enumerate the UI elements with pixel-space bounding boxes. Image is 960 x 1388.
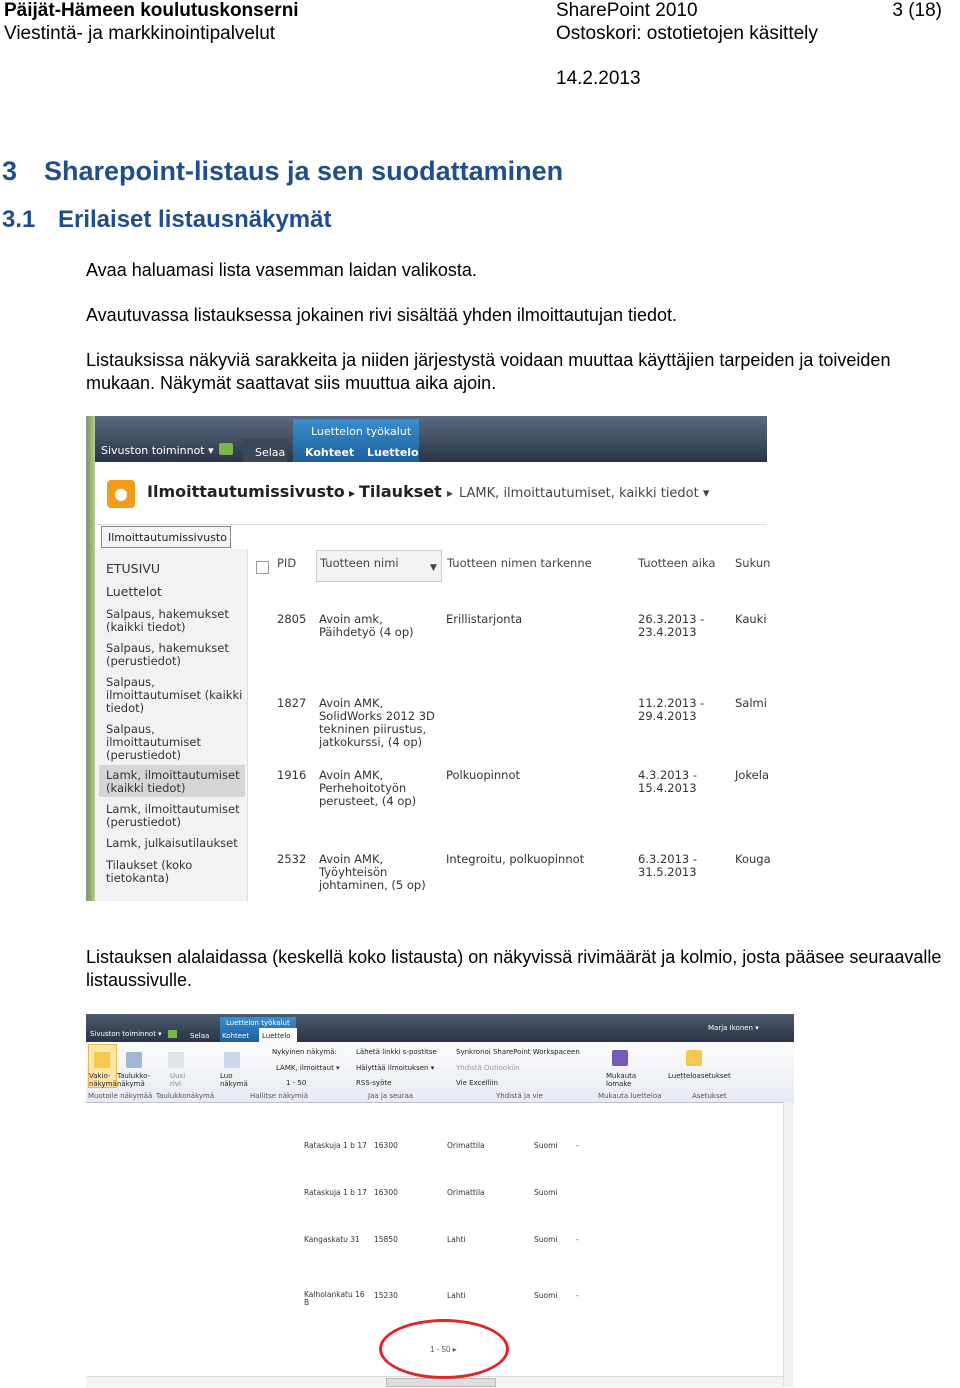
tab-items[interactable]: Kohteet (222, 1032, 250, 1040)
new-row-icon[interactable] (168, 1052, 184, 1068)
cell-pid: 1827 (277, 696, 307, 710)
document-date: 14.2.2013 (556, 68, 641, 89)
cell-city: Lahti (447, 1291, 466, 1300)
site-actions-menu[interactable]: Sivuston toiminnot ▾ (101, 444, 214, 457)
organization-name: Päijät-Hämeen koulutuskonserni (4, 0, 299, 21)
vertical-scrollbar[interactable] (783, 1102, 793, 1387)
list-settings-button[interactable]: Luetteloasetukset (668, 1072, 731, 1080)
navigate-up-icon[interactable] (219, 443, 233, 455)
cell-city: Orimattila (447, 1188, 485, 1197)
cell-name[interactable]: Avoin AMK, Perhehoitotyön perusteet, (4 op) (319, 768, 417, 808)
cell-city: Lahti (447, 1235, 466, 1244)
cell-surname: Salmi (735, 696, 767, 710)
paragraph-3: Listauksissa näkyviä sarakkeita ja niiden järjestystä voidaan muuttaa käyttäjien tarpeiden ja toiveiden mukaan. Näkymät saattavat siis muuttua aika ajoin. (86, 350, 891, 393)
nav-item-lists[interactable]: Luettelot (106, 584, 162, 599)
navigate-up-icon[interactable] (168, 1030, 177, 1038)
page-range: 1 - 50 (286, 1079, 307, 1087)
current-view-label: Nykyinen näkymä: (272, 1048, 337, 1056)
cell-dash: - (576, 1141, 579, 1150)
email-link-button[interactable]: Lähetä linkki s-postitse (356, 1048, 437, 1056)
cell-surname: Jokela (735, 768, 769, 782)
alert-me-button[interactable]: Hälyttää ilmoituksen ▾ (356, 1064, 435, 1072)
site-logo-icon: ● (107, 480, 135, 508)
cell-zip: 16300 (374, 1188, 398, 1197)
highlight-ellipse (379, 1319, 509, 1379)
section-title: Sharepoint-listaus ja sen suodattaminen (44, 156, 564, 186)
user-menu[interactable]: Marja Ikonen ▾ (708, 1024, 759, 1032)
cell-name[interactable]: Avoin amk, Päihdetyö (4 op) (319, 612, 414, 639)
export-excel-button[interactable]: Vie Excelliin (456, 1079, 498, 1087)
select-all-checkbox[interactable] (256, 561, 269, 574)
customize-form-icon[interactable] (612, 1050, 628, 1066)
create-view-icon[interactable] (224, 1052, 240, 1068)
column-header-surname[interactable]: Sukun (735, 556, 771, 570)
ribbon-group-label: Mukauta luetteloa (598, 1092, 662, 1100)
cell-pid: 2805 (277, 612, 307, 626)
paragraph-1: Avaa haluamasi lista vasemman laidan valikosta. (86, 260, 477, 280)
nav-item[interactable]: Lamk, ilmoittautumiset (perustiedot) (106, 802, 240, 829)
sync-workspace-button[interactable]: Synkronoi SharePoint Workspaceen (456, 1048, 580, 1056)
cell-country: Suomi (534, 1188, 558, 1197)
ribbon-group-label: Jaa ja seuraa (368, 1092, 414, 1100)
nav-item-home[interactable]: ETUSIVU (106, 561, 161, 576)
customize-form-button[interactable]: Mukauta lomake (606, 1072, 637, 1088)
nav-item[interactable]: Salpaus, ilmoittautumiset (perustiedot) (106, 722, 201, 762)
rss-feed-button[interactable]: RSS-syöte (356, 1079, 392, 1087)
cell-zip: 15850 (374, 1235, 398, 1244)
chevron-down-icon[interactable]: ▼ (430, 563, 437, 573)
breadcrumb-separator-icon: ▸ (447, 486, 454, 500)
connect-outlook-button[interactable]: Yhdistä Outlookiin (456, 1064, 520, 1072)
tab-items[interactable]: Kohteet (305, 446, 355, 459)
ribbon-group-label: Hallitse näkymiä (250, 1092, 309, 1100)
cell-surname: Kouga (735, 852, 771, 866)
current-view-select[interactable]: LAMK, ilmoittaut ▾ (276, 1064, 340, 1072)
department-name: Viestintä- ja markkinointipalvelut (4, 23, 276, 44)
cell-spec: Polkuopinnot (446, 768, 521, 782)
left-edge-bar (87, 416, 95, 901)
view-selector[interactable]: LAMK, ilmoittautumiset, kaikki tiedot ▾ (459, 486, 710, 501)
datasheet-view-button[interactable]: Taulukko- näkymä (117, 1072, 151, 1088)
product-name: SharePoint 2010 (556, 0, 698, 21)
ribbon-group-label: Muotoile näkymää (88, 1092, 153, 1100)
breadcrumb-separator-icon: ▸ (349, 486, 356, 500)
cell-dash: - (576, 1235, 579, 1244)
cell-address: Kangaskatu 31 (304, 1235, 360, 1244)
nav-item[interactable]: Salpaus, ilmoittautumiset (kaikki tiedot) (106, 675, 243, 715)
paragraph-2: Avautuvassa listauksessa jokainen rivi sisältää yhden ilmoittautujan tiedot. (86, 305, 677, 325)
tab-browse[interactable]: Selaa (190, 1032, 210, 1040)
site-nav-tab[interactable]: Ilmoittautumissivusto (101, 526, 231, 548)
datasheet-view-icon[interactable] (126, 1052, 142, 1068)
standard-view-button[interactable]: Vakio- näkymä (89, 1072, 117, 1088)
page-number: 3 (18) (892, 0, 942, 21)
cell-address: Rataskuja 1 b 17 (304, 1188, 367, 1197)
cell-name[interactable]: Avoin AMK, SolidWorks 2012 3D tekninen piirustus, jatkokurssi, (4 op) (319, 696, 435, 749)
document-title: Ostoskori: ostotietojen käsittely (556, 23, 818, 44)
cell-pid: 2532 (277, 852, 307, 866)
cell-spec: Integroitu, polkuopinnot (446, 852, 585, 866)
create-view-button[interactable]: Luo näkymä (220, 1072, 248, 1088)
cell-name[interactable]: Avoin AMK, Työyhteisön johtaminen, (5 op) (319, 852, 426, 892)
standard-view-icon[interactable] (94, 1052, 110, 1068)
screenshot-list-view (86, 416, 771, 901)
breadcrumb-site[interactable]: Ilmoittautumissivusto (147, 482, 345, 501)
nav-item[interactable]: Lamk, julkaisutilaukset (106, 836, 238, 850)
cell-address: Rataskuja 1 b 17 (304, 1141, 367, 1150)
cell-time: 26.3.2013 - 23.4.2013 (638, 612, 705, 639)
column-header-pid[interactable]: PID (277, 556, 297, 570)
ribbon-group-label: Taulukkonäkymä (156, 1092, 215, 1100)
column-header-time[interactable]: Tuotteen aika (638, 556, 716, 570)
cell-pid: 1916 (277, 768, 307, 782)
cell-spec: Erillistarjonta (446, 612, 523, 626)
section-number: 3 (2, 156, 18, 186)
pager-next-page[interactable]: 1 - 50 ▸ (430, 1345, 457, 1354)
breadcrumb-list[interactable]: Tilaukset (359, 482, 442, 501)
cell-address: Kalholankatu 16 B (304, 1290, 365, 1307)
cell-time: 6.3.2013 - 31.5.2013 (638, 852, 698, 879)
nav-item[interactable]: Tilaukset (koko tietokanta) (106, 858, 193, 885)
tab-browse[interactable]: Selaa (255, 446, 286, 459)
section-heading (2, 156, 563, 187)
subsection-title: Erilaiset listausnäkymät (58, 206, 332, 233)
ribbon-group-label: Yhdistä ja vie (496, 1092, 543, 1100)
paragraph-4: Listauksen alalaidassa (keskellä koko listausta) on näkyvissä rivimäärät ja kolmio, josta pääsee seuraavalle listaussivulle. (86, 947, 942, 990)
context-group-label: Luettelon työkalut (311, 425, 412, 438)
cell-zip: 15230 (374, 1291, 398, 1300)
subsection-number: 3.1 (2, 206, 36, 233)
tab-list[interactable]: Luettelo (367, 446, 419, 459)
cell-country: Suomi (534, 1291, 558, 1300)
cell-zip: 16300 (374, 1141, 398, 1150)
context-group-label: Luettelon työkalut (226, 1019, 290, 1027)
subsection-heading (2, 206, 331, 234)
ribbon-group-label: Asetukset (692, 1092, 727, 1100)
column-header-spec[interactable]: Tuotteen nimen tarkenne (447, 556, 592, 570)
cell-time: 4.3.2013 - 15.4.2013 (638, 768, 698, 795)
list-settings-icon[interactable] (686, 1050, 702, 1066)
cell-city: Orimattila (447, 1141, 485, 1150)
cell-time: 11.2.2013 - 29.4.2013 (638, 696, 705, 723)
cell-surname: Kauki (735, 612, 767, 626)
cell-dash: - (576, 1291, 579, 1300)
column-header-name[interactable]: Tuotteen nimi (320, 556, 399, 570)
cell-country: Suomi (534, 1235, 558, 1244)
new-row-button[interactable]: Uusi rivi (170, 1072, 186, 1088)
site-actions-menu[interactable]: Sivuston toiminnot ▾ (90, 1030, 162, 1038)
cell-country: Suomi (534, 1141, 558, 1150)
tab-list[interactable]: Luettelo (262, 1032, 291, 1040)
nav-item-selected[interactable]: Lamk, ilmoittautumiset (kaikki tiedot) (106, 768, 240, 795)
nav-item[interactable]: Salpaus, hakemukset (kaikki tiedot) (106, 607, 229, 634)
nav-item[interactable]: Salpaus, hakemukset (perustiedot) (106, 641, 229, 668)
scrollbar-thumb[interactable] (386, 1378, 496, 1387)
